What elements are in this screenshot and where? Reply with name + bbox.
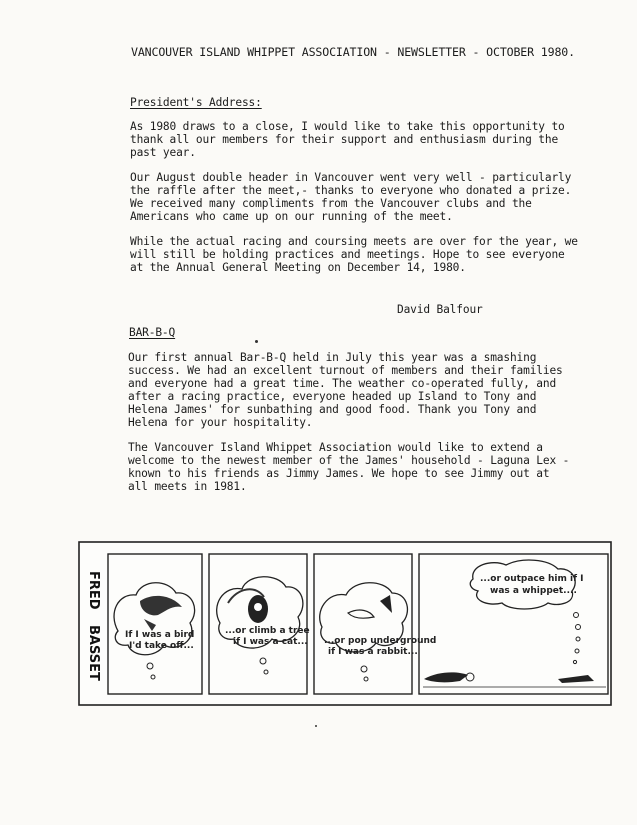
panel-1-text-1: If I was a bird [125,630,195,640]
text-line: As 1980 draws to a close, I would like to take this opportunity to [130,120,565,133]
text-line: all meets in 1981. [128,480,247,493]
newsletter-title: VANCOUVER ISLAND WHIPPET ASSOCIATION - NEWSLETTER - OCTOBER 1980. [131,45,575,59]
side-title-fred: FRED [86,571,101,610]
comic-drawing [78,541,612,706]
text-line: the raffle after the meet,- thanks to everyone who donated a prize. [130,184,572,197]
text-line: Helena for your hospitality. [128,416,313,429]
side-title-basset: BASSET [86,625,101,681]
text-line: known to his friends as Jimmy James. We hope to see Jimmy out at [128,467,550,480]
text-line: While the actual racing and coursing meets are over for the year, we [130,235,578,248]
signature: David Balfour [397,303,483,316]
text-line: thank all our members for their support and enthusiasm during the [130,133,559,146]
text-line: past year. [130,146,196,159]
text-line: after a racing practice, everyone headed up Island to Tony and [128,390,537,403]
fred-basset-comic-strip [78,541,612,706]
text-line: welcome to the newest member of the James' household - Laguna Lex - [128,454,570,467]
barbq-heading: BAR-B-Q [129,326,176,339]
presidents-address-heading: President's Address: [130,96,262,109]
ink-speck [255,340,258,343]
text-line: success. We had an excellent turnout of members and their families [128,364,563,377]
panel-4-text-1: ...or outpace him if I [480,574,584,584]
text-line: Our first annual Bar-B-Q held in July this year was a smashing [128,351,537,364]
text-line: The Vancouver Island Whippet Association would like to extend a [128,441,543,454]
text-line: Helena James' for sunbathing and good food. Thank you Tony and [128,403,537,416]
panel-3-text-2: if I was a rabbit... [328,647,418,657]
text-line: We received many compliments from the Vancouver clubs and the [130,197,532,210]
text-line: will still be holding practices and meetings. Hope to see everyone [130,248,565,261]
text-line: Americans who came up on our running of the meet. [130,210,453,223]
text-line: and everyone had a great time. The weather co-operated fully, and [128,377,557,390]
text-line: Our August double header in Vancouver went very well - particularly [130,171,572,184]
panel-1-text-2: I'd take off... [129,641,194,651]
text-line: at the Annual General Meeting on December 14, 1980. [130,261,466,274]
panel-3-text-1: ...or pop underground [324,636,437,646]
panel-4-text-2: was a whippet.... [490,586,577,596]
panel-2-text-1: ...or climb a tree [225,626,310,636]
comic-side-title [86,571,101,681]
panel-2-text-2: if I was a cat... [233,637,308,647]
ink-speck [315,725,317,727]
